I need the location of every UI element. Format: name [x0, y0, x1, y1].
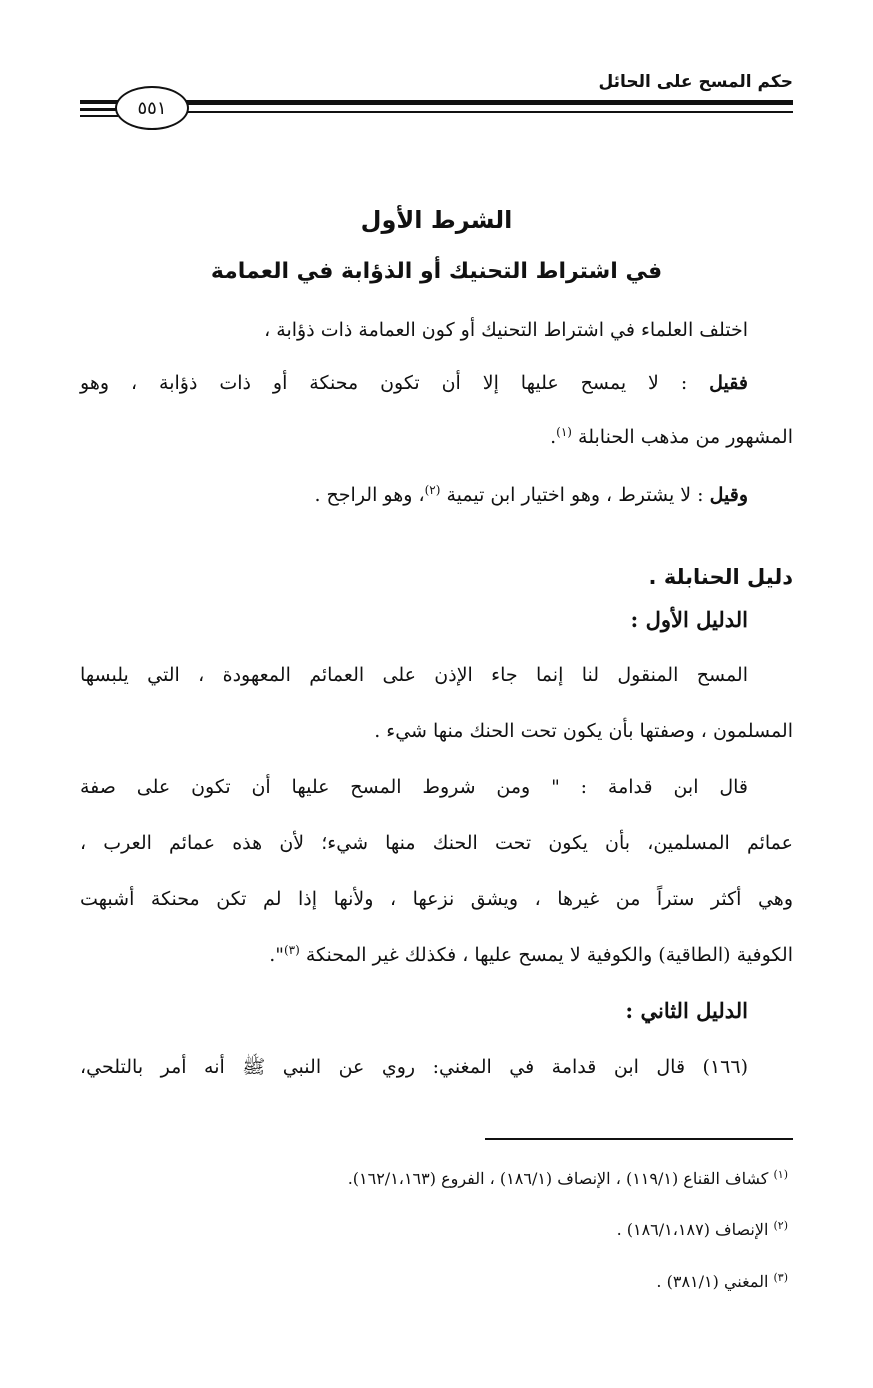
page-number	[115, 86, 189, 130]
evidence-heading: دليل الحنابلة .	[648, 565, 793, 589]
footnote-text: المغني (٣٨١/١) .	[656, 1272, 769, 1291]
line-text: المشهور من مذهب الحنابلة	[578, 426, 793, 448]
footnote-text: كشاف القناع (١١٩/١) ، الإنصاف (١٨٦/١) ، الفروع (١٦٢/١،١٦٣).	[347, 1169, 769, 1188]
footnote-ref: (٢)	[424, 483, 441, 497]
footnote	[80, 1167, 788, 1191]
footnote-number: (٣)	[773, 1271, 788, 1284]
header-rule-left	[80, 108, 118, 111]
footnote-separator	[485, 1138, 793, 1140]
section-subtitle: في اشتراط التحنيك أو الذؤابة في العمامة	[210, 259, 663, 284]
line-text: : لا يمسح عليها إلا أن تكون محنكة أو ذات ذؤابة ، وهو	[80, 372, 710, 394]
line-text: ".	[269, 944, 284, 966]
header-rule-thick	[168, 100, 793, 105]
footnote-text: الإنصاف (١٨٦/١،١٨٧) .	[616, 1220, 769, 1239]
line-text: .	[550, 426, 557, 448]
footnote-number: (١)	[773, 1168, 788, 1181]
first-evidence-heading: الدليل الأول :	[630, 607, 748, 632]
paragraph-line: وهي أكثر ستراً من غيرها ، ويشق نزعها ، ولأنها إذا لم تكن محنكة أشبهت	[80, 888, 793, 910]
header-rule-left	[80, 100, 118, 104]
paragraph-line: قال ابن قدامة : " ومن شروط المسح عليها أن تكون على صفة	[80, 776, 748, 798]
paragraph-line: اختلف العلماء في اشتراط التحنيك أو كون العمامة ذات ذؤابة ،	[264, 319, 748, 341]
footnote	[80, 1270, 788, 1294]
lead-word: وقيل	[709, 484, 748, 506]
running-title: حكم المسح على الحائل	[598, 72, 793, 92]
footnote-number: (٢)	[773, 1219, 788, 1232]
page-number-text: ٥٥١	[137, 97, 167, 119]
paragraph-line: المسلمون ، وصفتها بأن يكون تحت الحنك منها شيء .	[374, 720, 793, 742]
line-text: الكوفية (الطاقية) والكوفية لا يمسح عليها ، فكذلك غير المحنكة	[305, 944, 793, 966]
header-rule-left	[80, 115, 118, 117]
paragraph-line: (١٦٦) قال ابن قدامة في المغني: روي عن النبي ﷺ أنه أمر بالتلحي،	[80, 1056, 748, 1078]
line-text: : لا يشترط ، وهو اختيار ابن تيمية	[446, 484, 710, 506]
paragraph-line	[80, 422, 793, 452]
lead-word: فقيل	[709, 372, 748, 394]
footnote	[80, 1218, 788, 1242]
paragraph-line: عمائم المسلمين، بأن يكون تحت الحنك منها شيء؛ لأن هذه عمائم العرب ،	[80, 832, 793, 854]
footnote-ref: (٣)	[283, 943, 300, 957]
paragraph-line	[80, 368, 748, 398]
paragraph-line	[80, 940, 793, 970]
paragraph-line: المسح المنقول لنا إنما جاء الإذن على العمائم المعهودة ، التي يلبسها	[80, 664, 748, 686]
header-rule-thin	[168, 111, 793, 113]
footnote-ref: (١)	[556, 425, 572, 439]
section-title: الشرط الأول	[360, 206, 513, 234]
paragraph-line	[80, 480, 748, 510]
second-evidence-heading: الدليل الثاني :	[625, 998, 748, 1023]
line-text: ، وهو الراجح .	[314, 484, 425, 506]
